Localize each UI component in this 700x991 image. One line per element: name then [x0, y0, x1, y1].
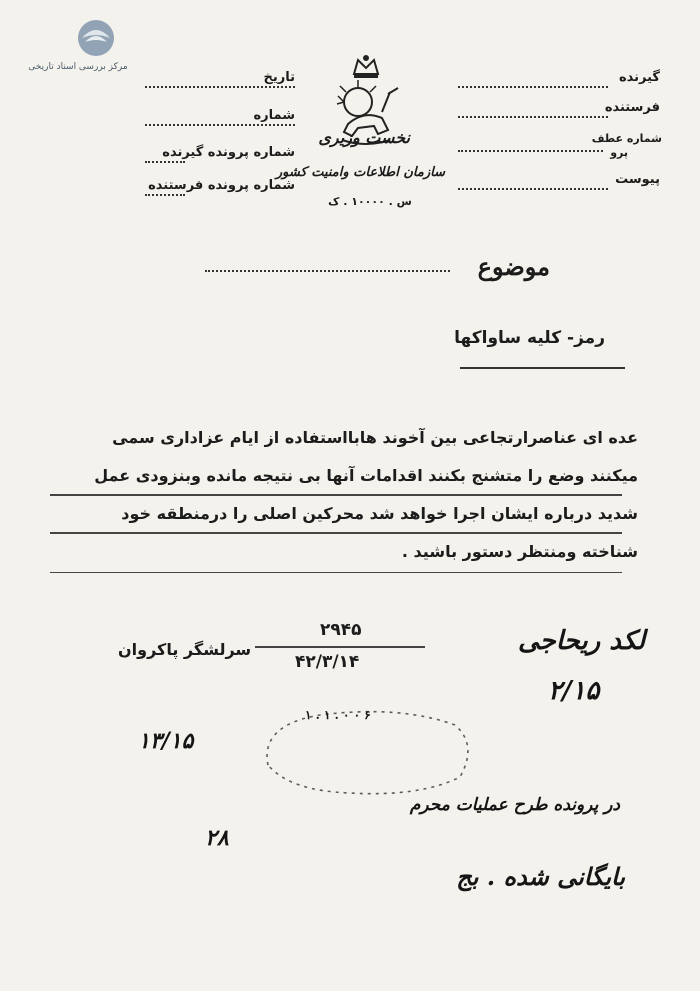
- field-number-label: شماره: [253, 108, 295, 123]
- body-underline-4: [50, 572, 622, 573]
- org-ministry: نخست وزیری: [318, 128, 410, 147]
- field-sender-line: [458, 116, 608, 118]
- archive-logo-icon: [76, 18, 116, 58]
- field-receiver-line: [458, 86, 608, 88]
- field-receiver-label: گیرنده: [618, 70, 660, 85]
- body-underline-3: [50, 532, 622, 534]
- field-date-line: [145, 86, 295, 88]
- field-attachment-label: پیوست: [615, 172, 660, 187]
- body-line-3: شدید درباره ایشان اجرا خواهد شد محرکین اصلی را درمنطقه خود: [121, 504, 638, 523]
- handwritten-scribble: لکد ریحاجی: [518, 626, 646, 656]
- field-receiver-file-label: شماره پرونده گیرنده: [162, 145, 295, 160]
- watermark-text: مرکز بررسی اسناد تاریخی: [28, 62, 128, 72]
- letter-date: ۴۲/۳/۱۴: [295, 652, 360, 672]
- field-number-line: [145, 124, 295, 126]
- handwritten-note-line-1: در پرونده طرح عملیات محرم: [409, 795, 620, 815]
- org-code: س . ۱۰۰۰۰ . ک: [328, 195, 412, 208]
- body-line-2: میکنند وضع را متشنج بکنند اقدامات آنها بی نتیجه مانده وبنزودی عمل: [94, 466, 638, 485]
- handwritten-note-line-2: بایگانی شده . بج: [456, 862, 625, 891]
- field-reference-label: شماره عطف: [591, 132, 662, 145]
- handwritten-date-right: ۲/۱۵: [548, 676, 600, 706]
- subject-line: [205, 270, 450, 272]
- handwritten-date-left: ۱۳/۱۵: [138, 728, 194, 754]
- handwritten-page-number: ۲۸: [205, 825, 229, 851]
- subject-label: موضوع: [477, 252, 550, 281]
- field-attachment-line: [458, 188, 608, 190]
- letter-number: ۲۹۴۵: [320, 620, 362, 640]
- body-underline-2: [50, 494, 622, 496]
- field-date-label: تاریخ: [263, 70, 295, 85]
- field-reference-line: [458, 150, 603, 152]
- signatory-name: سرلشگر پاکروان: [118, 640, 252, 659]
- body-line-1: عده ای عناصرارتجاعی بین آخوند هابااستفاده از ایام عزاداری سمی: [112, 428, 638, 447]
- archive-watermark: [18, 18, 138, 78]
- field-sender-file-label: شماره پرونده فرستنده: [148, 178, 295, 193]
- field-reference-extra: پرو: [610, 146, 628, 159]
- body-line-4: شناخته ومنتظر دستور باشید .: [401, 542, 638, 561]
- cipher-recipients: رمز- کلیه ساواکها: [454, 328, 605, 348]
- field-receiver-file-line: [145, 161, 185, 163]
- signature-divider: [255, 646, 425, 648]
- field-sender-label: فرستنده: [604, 100, 660, 115]
- field-sender-file-line: [145, 194, 185, 196]
- stamp-number: ۱ . ۱ . ۰ ۰ ۶: [305, 708, 371, 722]
- org-savak: سازمان اطلاعات وامنیت کشور: [275, 165, 445, 180]
- cipher-underline: [460, 367, 625, 369]
